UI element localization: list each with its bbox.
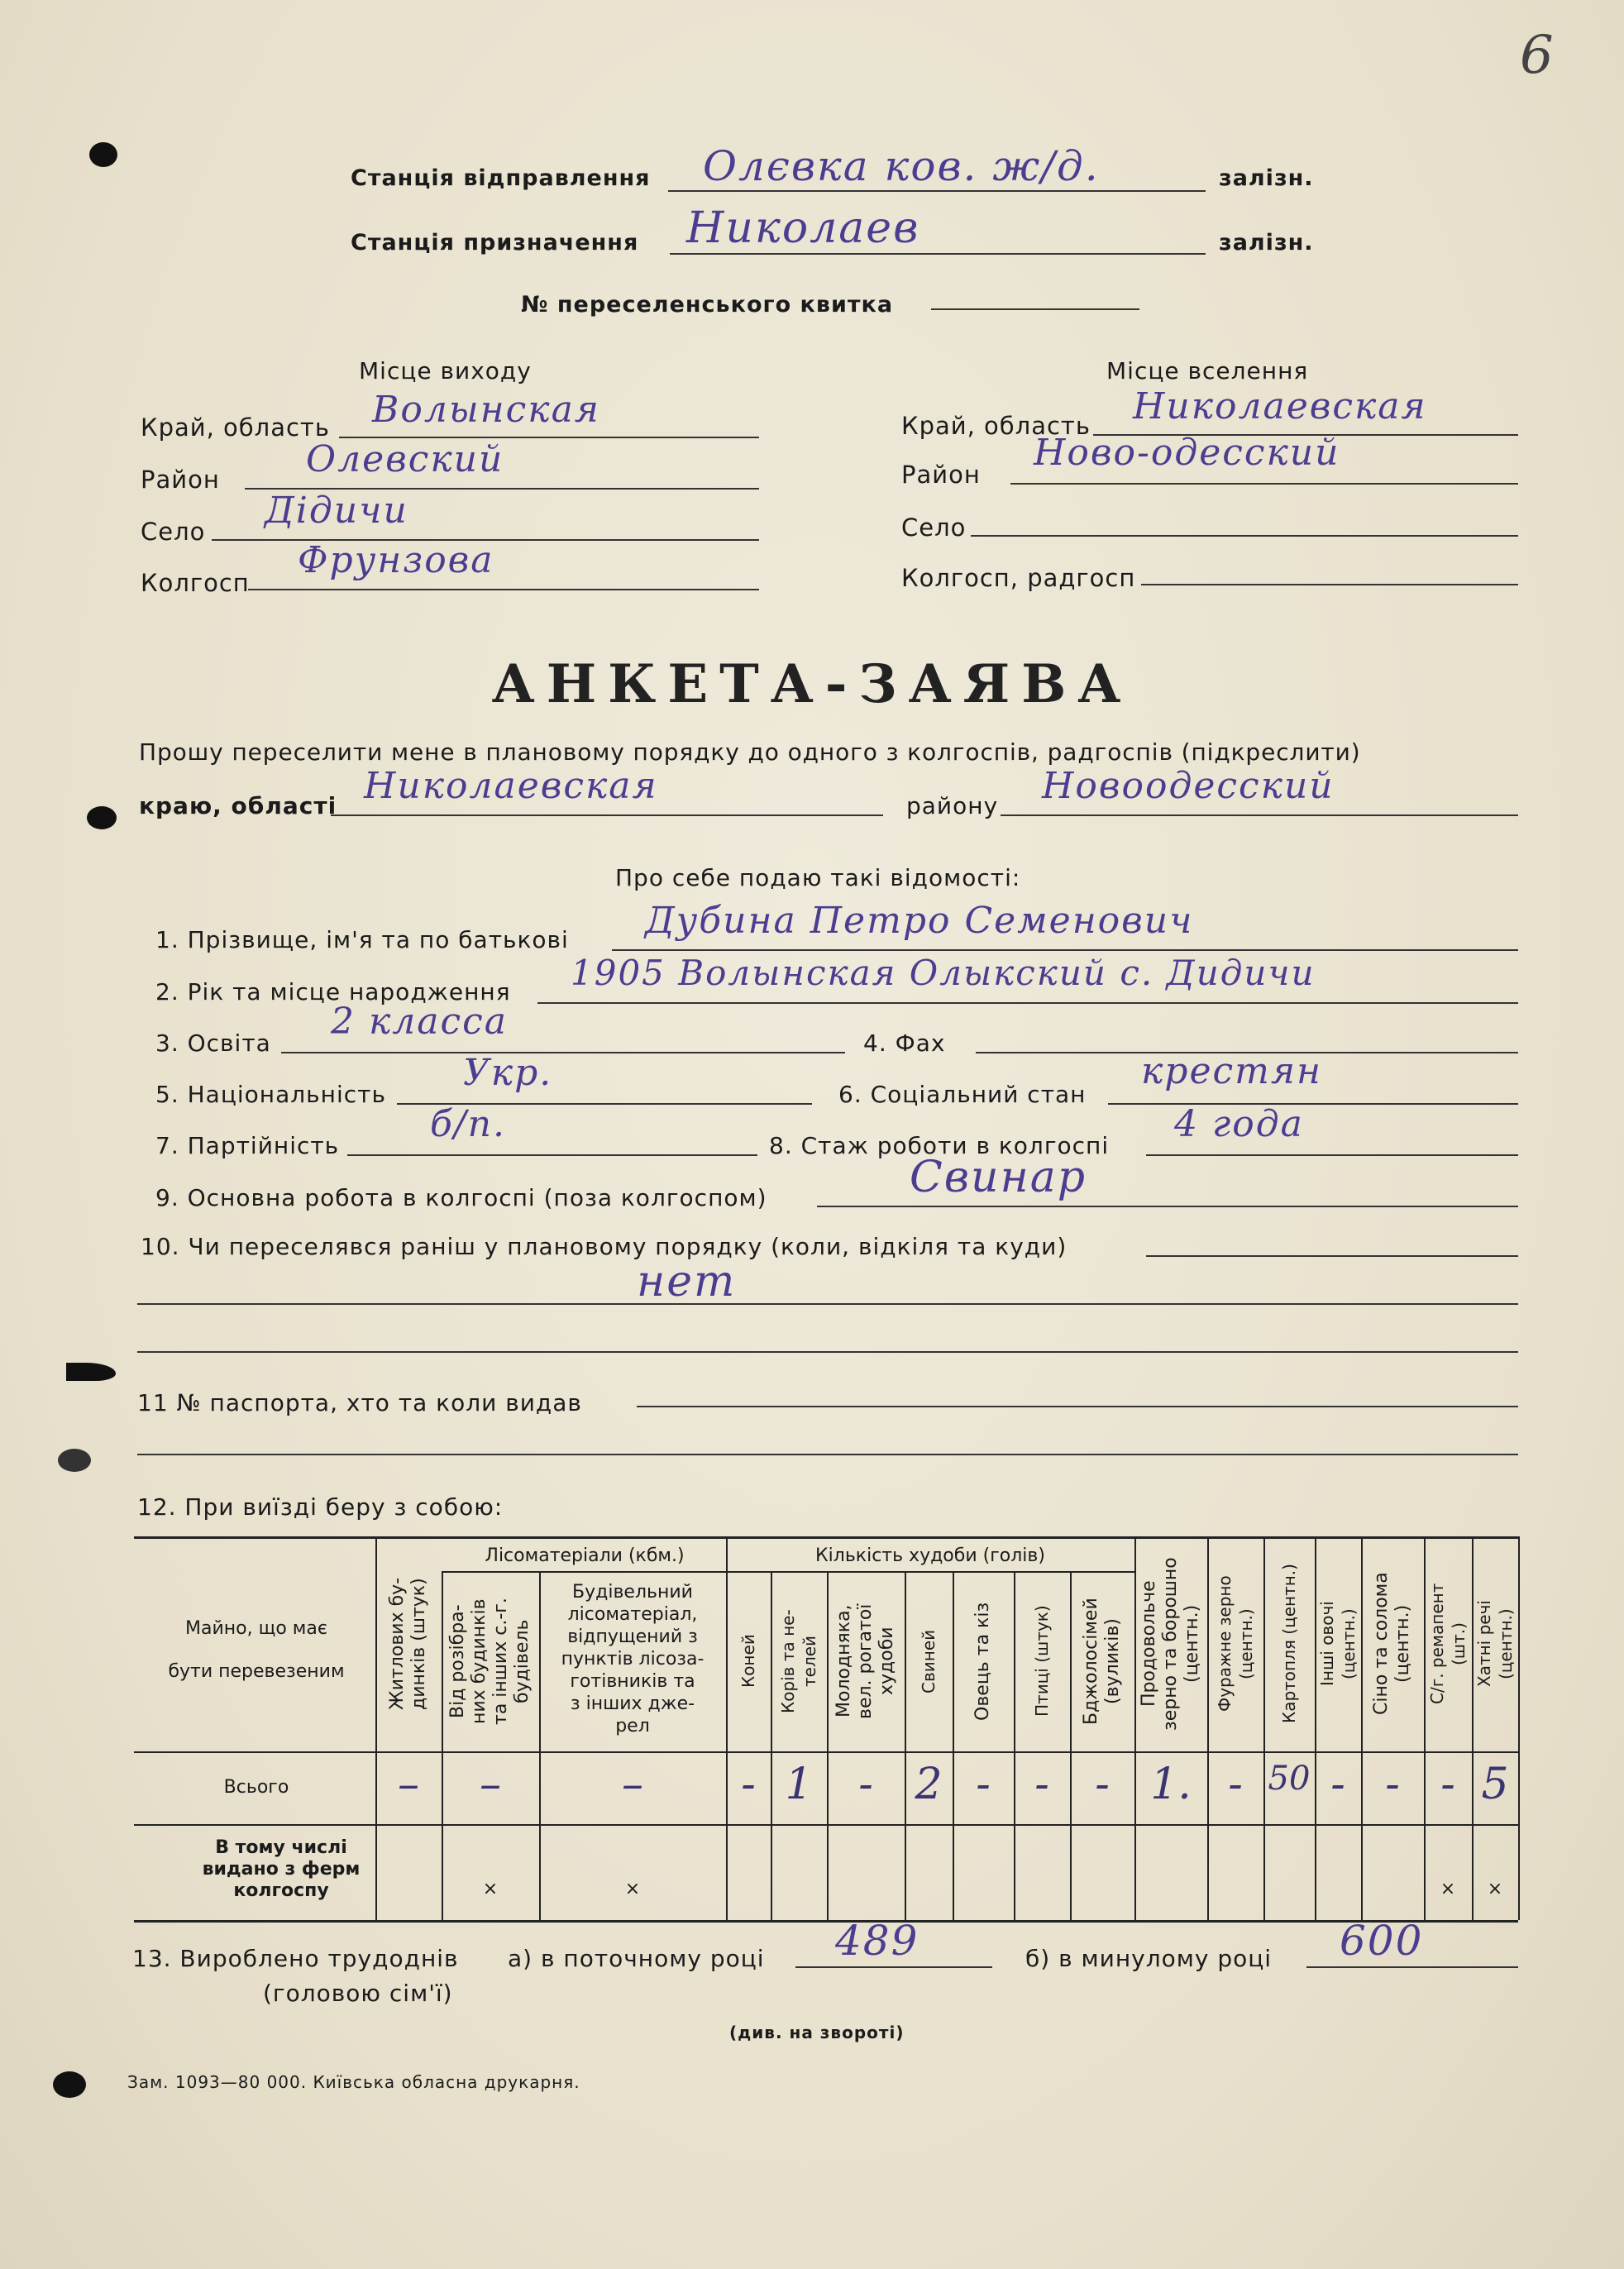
row-total-cell: - <box>741 1760 756 1809</box>
table-column-line <box>1134 1536 1136 1920</box>
field-1-line <box>612 949 1518 951</box>
workdays-previous-line <box>1306 1966 1518 1968</box>
punch-hole-mark <box>58 1449 91 1472</box>
table-column-line <box>539 1571 541 1920</box>
table-column-header: Свиней <box>919 1629 939 1693</box>
field-9-label: 9. Основна робота в колгоспі (поза колгоспом) <box>155 1184 767 1211</box>
workdays-current-line <box>795 1966 992 1968</box>
table-column-line <box>1014 1571 1015 1920</box>
field-3-label: 3. Освіта <box>155 1029 271 1057</box>
request-district-label: району <box>906 792 999 819</box>
row-total-cell: - <box>1330 1760 1345 1809</box>
field-2-value: 1905 Волынская Олыкский с. Дидичи <box>571 953 1316 993</box>
origin-kolhosp-line <box>248 589 759 590</box>
table-column-line <box>726 1536 728 1920</box>
cattle-group-header: Кількість худоби (голів) <box>815 1545 1045 1566</box>
field-10-label: 10. Чи переселявся раніш у плановому порядку (коли, відкіля та куди) <box>141 1233 1068 1260</box>
table-column-header: Хатні речі (центн.) <box>1474 1600 1516 1688</box>
table-column-header: Коней <box>738 1634 758 1689</box>
table-column-header: Птиці (штук) <box>1032 1605 1052 1717</box>
table-top-border <box>134 1536 1518 1539</box>
table-column-line <box>827 1571 829 1920</box>
table-column-line <box>1263 1536 1265 1920</box>
row-total-cell: 1 <box>785 1760 813 1809</box>
cattle-group-divider <box>726 1571 1134 1573</box>
field-4-label: 4. Фах <box>863 1029 946 1057</box>
origin-village-label: Село <box>141 518 206 546</box>
table-column-header: Будівельний лісоматеріал, відпущений з пунктів лісоза- готівників та з інших дже- рел <box>561 1582 705 1736</box>
field-7-label: 7. Партійність <box>155 1132 340 1159</box>
departure-label: Станція відправлення <box>351 165 651 191</box>
table-column-line <box>1361 1536 1363 1920</box>
origin-district-label: Район <box>141 466 220 494</box>
request-region-value: Николаевская <box>364 765 658 807</box>
row-total-cell: - <box>1034 1760 1049 1809</box>
row-total-cell: 5 <box>1481 1760 1509 1809</box>
origin-kolhosp-label: Колгосп <box>141 569 250 597</box>
table-column-header: Продовольче зерно та борошно (центн.) <box>1139 1557 1202 1731</box>
destination-heading: Місце вселення <box>1106 357 1309 385</box>
workdays-current-value: 489 <box>835 1917 919 1965</box>
punch-hole-mark <box>66 1363 116 1381</box>
rail-suffix-1: залізн. <box>1219 165 1314 191</box>
request-line: Прошу переселити мене в плановому порядку до одного з колгоспів, радгоспів (підкреслити) <box>139 738 1361 766</box>
destination-village-line <box>971 535 1518 537</box>
table-row-divider <box>134 1824 1518 1826</box>
row-total-cell: – <box>480 1760 501 1809</box>
field-11-line-2 <box>137 1454 1518 1455</box>
field-3-value: 2 класса <box>331 1001 509 1043</box>
field-8-label: 8. Стаж роботи в колгоспі <box>769 1132 1110 1159</box>
row-farm-cell: × <box>1487 1879 1503 1899</box>
request-district-value: Новоодесский <box>1042 765 1335 807</box>
destination-kolhosp-label: Колгосп, радгосп <box>901 564 1136 592</box>
table-column-header: Бджолосімей (вуликів) <box>1081 1598 1123 1725</box>
table-column-line <box>1424 1536 1426 1920</box>
field-11-line-1 <box>637 1406 1518 1407</box>
field-3-line <box>281 1052 845 1053</box>
destination-village-label: Село <box>901 514 967 542</box>
field-2-label: 2. Рік та місце народження <box>155 978 511 1006</box>
origin-region-value: Волынская <box>372 389 600 431</box>
field-9-line <box>817 1206 1518 1207</box>
table-column-header: С/г. ремапент (шт.) <box>1427 1583 1469 1705</box>
workdays-sub-label: (головою сім'ї) <box>263 1980 453 2007</box>
destination-district-line <box>1010 483 1518 485</box>
field-8-value: 4 года <box>1174 1103 1304 1145</box>
table-column-line <box>953 1571 954 1920</box>
row-farm-cell: × <box>624 1879 641 1899</box>
field-10-line-3 <box>137 1351 1518 1353</box>
destination-district-value: Ново-одесский <box>1034 432 1340 474</box>
field-8-line <box>1146 1154 1518 1156</box>
destination-region-value: Николаевская <box>1133 385 1427 428</box>
ticket-line <box>931 308 1139 310</box>
timber-group-divider <box>442 1571 726 1573</box>
field-1-label: 1. Прізвище, ім'я та по батькові <box>155 926 569 953</box>
table-column-header: Сіно та солома (центн.) <box>1371 1572 1413 1716</box>
workdays-previous-label: б) в минулому році <box>1025 1945 1273 1972</box>
property-column-header: Майно, що має бути перевезеним <box>168 1618 345 1682</box>
field-5-label: 5. Національність <box>155 1081 386 1108</box>
workdays-current-label: а) в поточному році <box>508 1945 765 1972</box>
origin-village-value: Дідичи <box>265 490 408 532</box>
field-12-label: 12. При виїзді беру з собою: <box>137 1493 504 1521</box>
request-region-label: краю, області <box>139 792 337 819</box>
see-reverse-note: (див. на звороті) <box>729 2023 905 2042</box>
form-title: АНКЕТА-ЗАЯВА <box>491 653 1133 715</box>
table-column-line <box>1070 1571 1072 1920</box>
punch-hole-mark <box>53 2071 86 2098</box>
field-6-label: 6. Соціальний стан <box>838 1081 1087 1108</box>
table-column-header: Корів та не- телей <box>778 1609 819 1713</box>
row-farm-cell: × <box>1440 1879 1456 1899</box>
table-bottom-border <box>134 1920 1518 1923</box>
table-column-line <box>1518 1536 1520 1920</box>
field-10-value: нет <box>637 1257 737 1306</box>
table-column-header: Молодняка, вел. рогатої худоби <box>833 1603 897 1719</box>
row-total-cell: – <box>398 1760 419 1809</box>
table-column-line <box>905 1571 906 1920</box>
row-total-cell: - <box>976 1760 991 1809</box>
row-total-cell: - <box>1440 1760 1455 1809</box>
field-2-line <box>537 1002 1518 1004</box>
table-header-bottom <box>134 1751 1518 1753</box>
intro-text: Про себе подаю такі відомості: <box>615 864 1021 891</box>
workdays-label: 13. Вироблено трудоднів <box>132 1945 459 1972</box>
destination-station-value: Николаев <box>686 203 920 253</box>
workdays-previous-value: 600 <box>1340 1917 1424 1965</box>
destination-region-label: Край, область <box>901 412 1091 440</box>
table-column-header: Фуражне зерно (центн.) <box>1215 1575 1256 1712</box>
field-1-value: Дубина Петро Семенович <box>645 900 1194 942</box>
origin-kolhosp-value: Фрунзова <box>298 539 494 581</box>
departure-line <box>668 190 1206 192</box>
row-farm-label: В тому числі видано з ферм колгоспу <box>202 1837 361 1901</box>
field-10-line-2 <box>137 1303 1518 1305</box>
row-total-cell: 50 <box>1268 1760 1311 1798</box>
field-10-line-1 <box>1146 1255 1518 1257</box>
field-7-line <box>347 1154 757 1156</box>
table-column-line <box>442 1571 443 1920</box>
departure-value: Олєвка ков. ж/д. <box>703 142 1100 190</box>
row-total-cell: - <box>1385 1760 1400 1809</box>
timber-group-header: Лісоматеріали (кбм.) <box>485 1545 685 1566</box>
punch-hole-mark <box>89 142 117 167</box>
rail-suffix-2: залізн. <box>1219 230 1314 256</box>
origin-district-value: Олевский <box>306 438 504 480</box>
field-9-value: Свинар <box>910 1153 1087 1202</box>
field-5-value: Укр. <box>463 1052 553 1094</box>
table-column-header: Картопля (центн.) <box>1279 1564 1299 1724</box>
table-column-header: Інші овочі (центн.) <box>1317 1601 1359 1687</box>
destination-station-line <box>670 253 1206 255</box>
request-district-line <box>1001 814 1518 816</box>
field-6-value: крестян <box>1141 1050 1322 1092</box>
field-11-label: 11 № паспорта, хто та коли видав <box>137 1389 582 1416</box>
destination-district-label: Район <box>901 461 981 489</box>
row-farm-cell: × <box>482 1879 499 1899</box>
punch-hole-mark <box>87 806 117 829</box>
field-7-value: б/п. <box>430 1103 507 1145</box>
destination-kolhosp-line <box>1141 584 1518 585</box>
row-total-label: Всього <box>223 1777 289 1798</box>
origin-region-label: Край, область <box>141 413 330 442</box>
table-column-header: Овець та кіз <box>972 1602 993 1721</box>
table-column-line <box>771 1571 772 1920</box>
page-number: 6 <box>1520 25 1554 86</box>
table-column-line <box>1207 1536 1209 1920</box>
request-region-line <box>331 814 883 816</box>
row-total-cell: - <box>1228 1760 1243 1809</box>
table-column-header: Від розібра- них будинків та інших с.-г. будівель <box>447 1598 533 1725</box>
destination-station-label: Станція призначення <box>351 230 639 256</box>
row-total-cell: 1. <box>1150 1760 1192 1809</box>
ticket-label: № переселенського квитка <box>521 292 894 318</box>
origin-heading: Місце виходу <box>359 357 532 385</box>
printer-note: Зам. 1093—80 000. Київська обласна друкарня. <box>127 2072 580 2092</box>
row-total-cell: - <box>1095 1760 1110 1809</box>
row-total-cell: - <box>858 1760 873 1809</box>
table-column-header: Житлових бу- динків (штук) <box>387 1577 429 1711</box>
row-total-cell: 2 <box>915 1760 943 1809</box>
row-total-cell: – <box>622 1760 643 1809</box>
field-6-line <box>1108 1103 1518 1105</box>
